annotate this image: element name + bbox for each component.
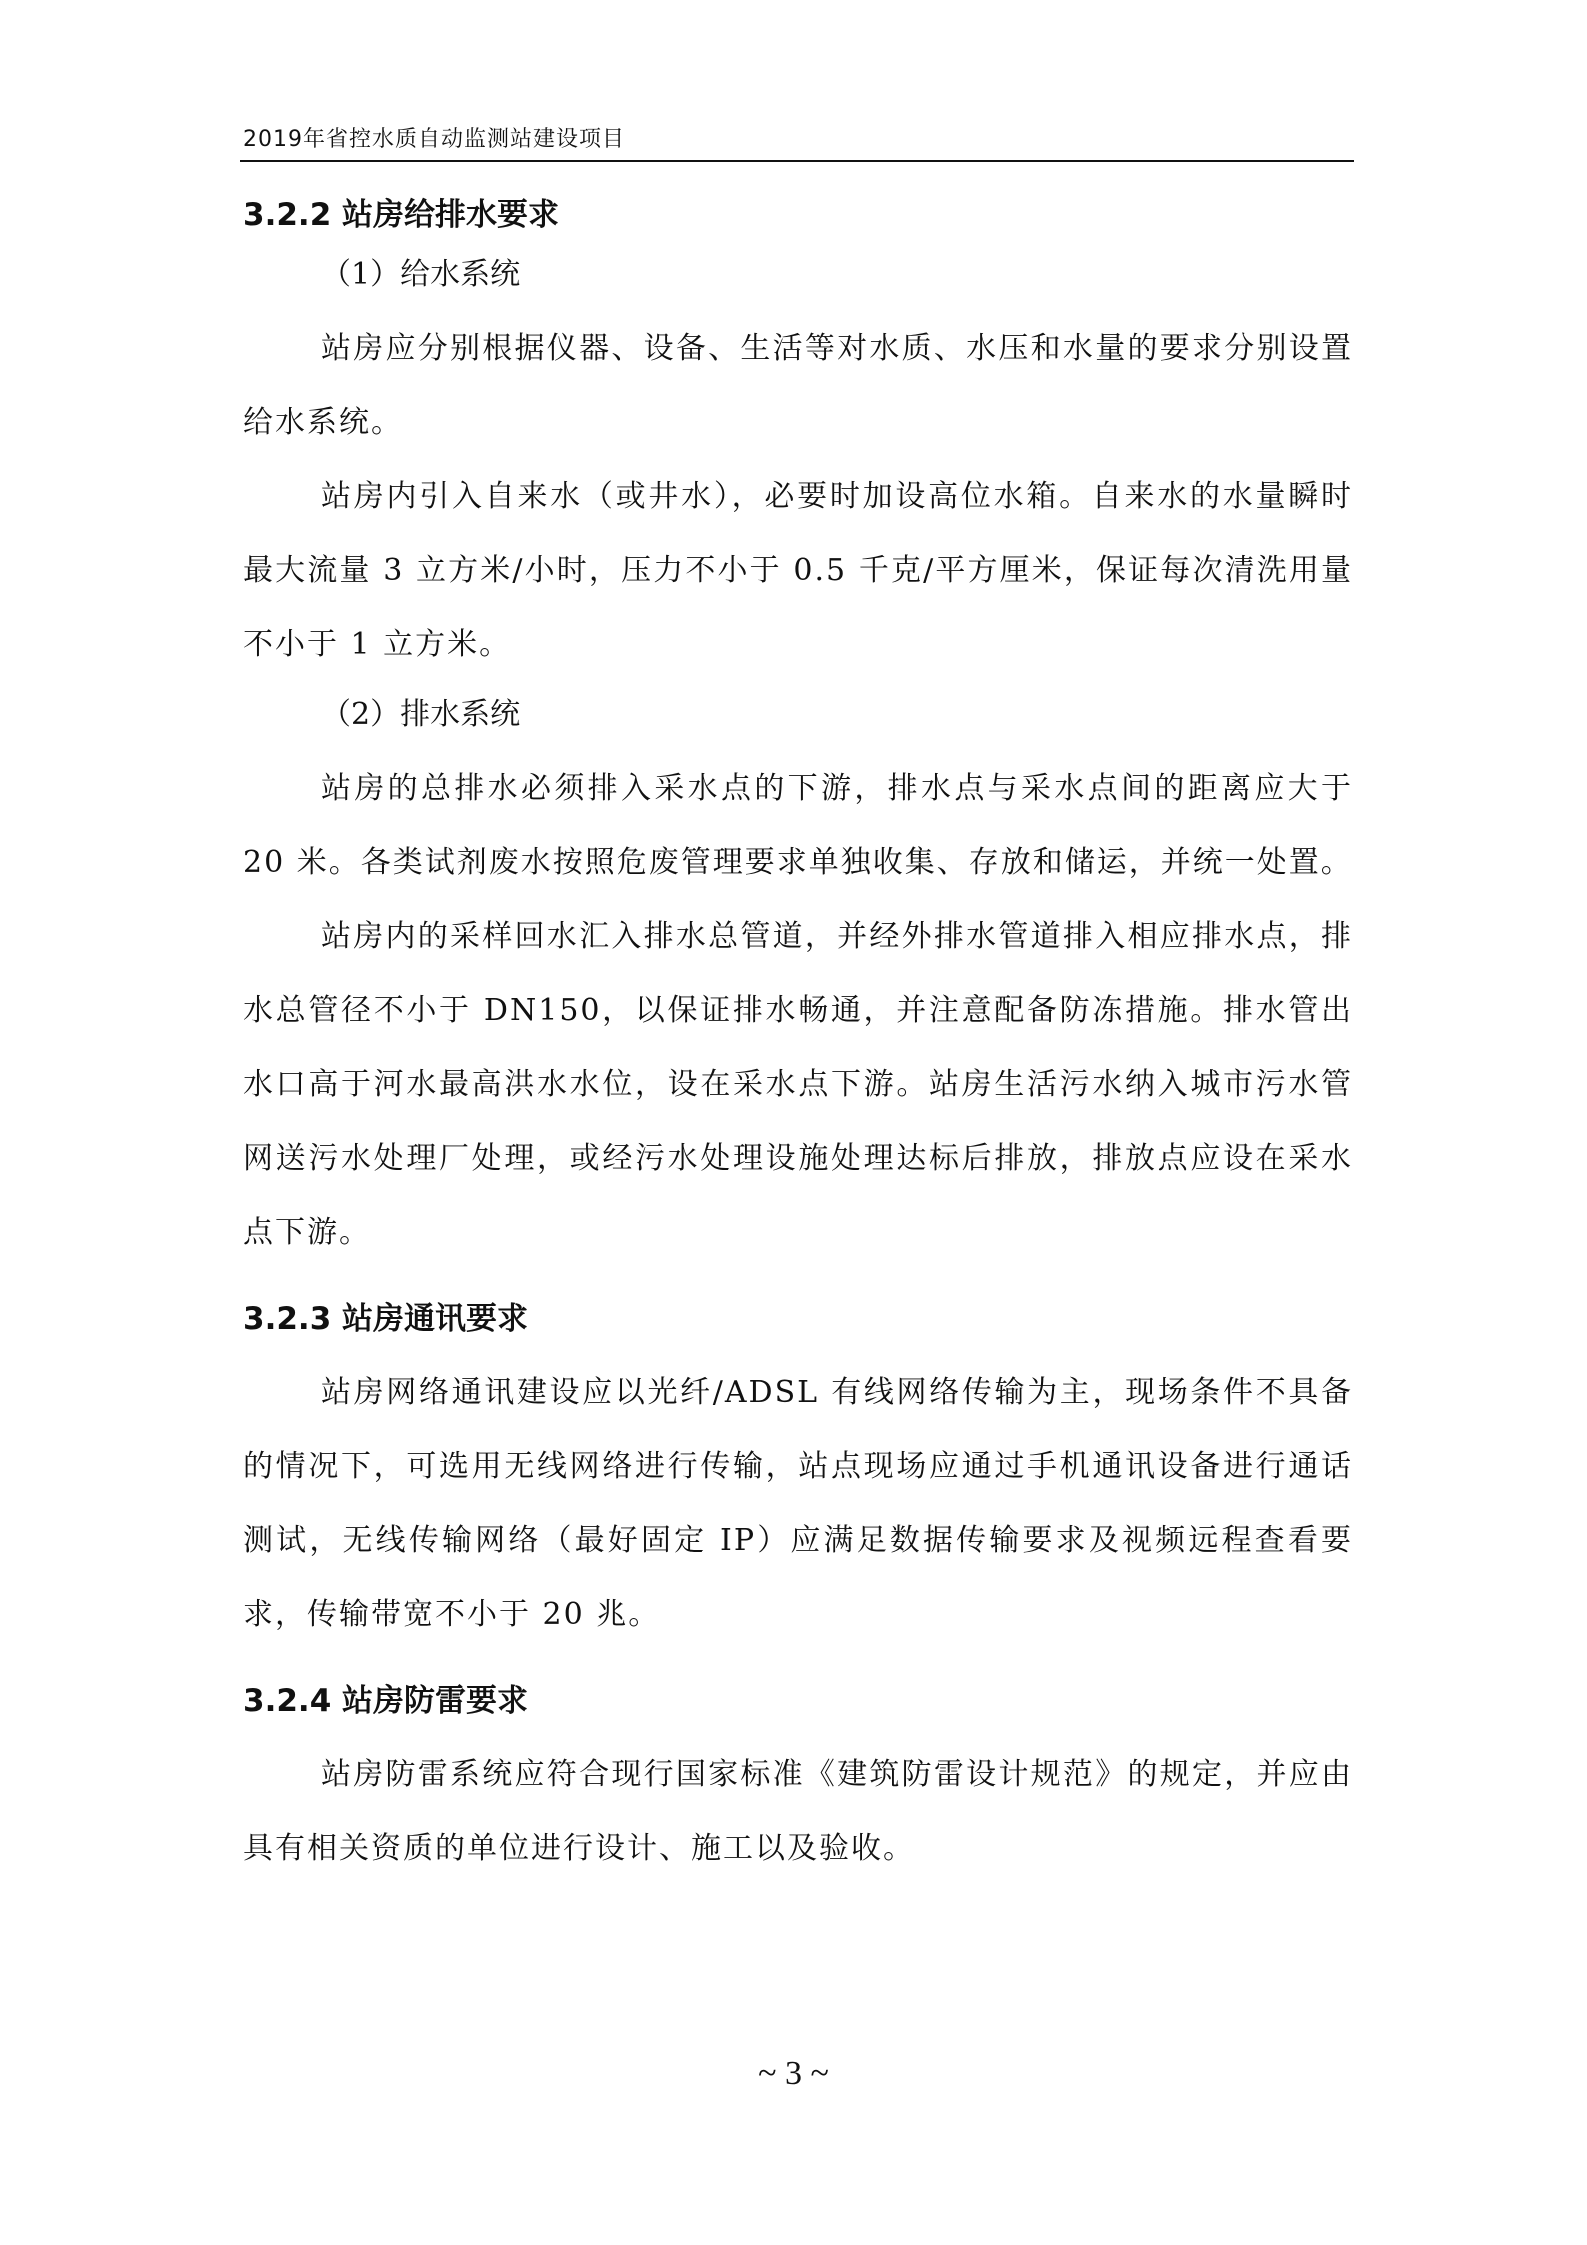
section-3-2-2 xyxy=(243,190,1353,1270)
header-rule xyxy=(240,160,1354,162)
section-3-2-4 xyxy=(243,1676,1353,1886)
paragraph-communication: 站房网络通讯建设应以光纤/ADSL 有线网络传输为主，现场条件不具备的情况下，可选用无线网络进行传输，站点现场应通过手机通讯设备进行通话测试，无线传输网络（最好固定 IP）应满足数据传输要求及视频远程查看要求，传输带宽不小于 20 兆。 xyxy=(243,1375,1353,1632)
paragraph-water-supply-1: 站房应分别根据仪器、设备、生活等对水质、水压和水量的要求分别设置给水系统。 xyxy=(243,331,1353,440)
running-header: 2019年省控水质自动监测站建设项目 xyxy=(243,127,625,152)
paragraph-water-supply-2: 站房内引入自来水（或井水），必要时加设高位水箱。自来水的水量瞬时最大流量 3 立方米/小时，压力不小于 0.5 千克/平方厘米，保证每次清洗用量不小于 1 立方米。 xyxy=(243,479,1353,662)
paragraph-lightning-protection: 站房防雷系统应符合现行国家标准《建筑防雷设计规范》的规定，并应由具有相关资质的单位进行设计、施工以及验收。 xyxy=(243,1757,1353,1866)
section-heading-3-2-2: 3.2.2 站房给排水要求 xyxy=(243,197,560,233)
subheading-drainage: （2）排水系统 xyxy=(321,697,521,732)
section-3-2-3 xyxy=(243,1294,1353,1652)
paragraph-drainage-1: 站房的总排水必须排入采水点的下游，排水点与采水点间的距离应大于 20 米。各类试剂废水按照危废管理要求单独收集、存放和储运，并统一处置。 xyxy=(243,771,1353,880)
page-number: ~ 3 ~ xyxy=(758,2055,829,2092)
subheading-water-supply: （1）给水系统 xyxy=(321,257,521,292)
section-heading-3-2-3: 3.2.3 站房通讯要求 xyxy=(243,1301,529,1337)
paragraph-drainage-2: 站房内的采样回水汇入排水总管道，并经外排水管道排入相应排水点，排水总管径不小于 DN150，以保证排水畅通，并注意配备防冻措施。排水管出水口高于河水最高洪水水位，设在采水点下游。站房生活污水纳入城市污水管网送污水处理厂处理，或经污水处理设施处理达标后排放，排放点应设在采水点下游。 xyxy=(243,919,1353,1250)
page-content xyxy=(243,190,1353,1886)
section-heading-3-2-4: 3.2.4 站房防雷要求 xyxy=(243,1683,529,1719)
